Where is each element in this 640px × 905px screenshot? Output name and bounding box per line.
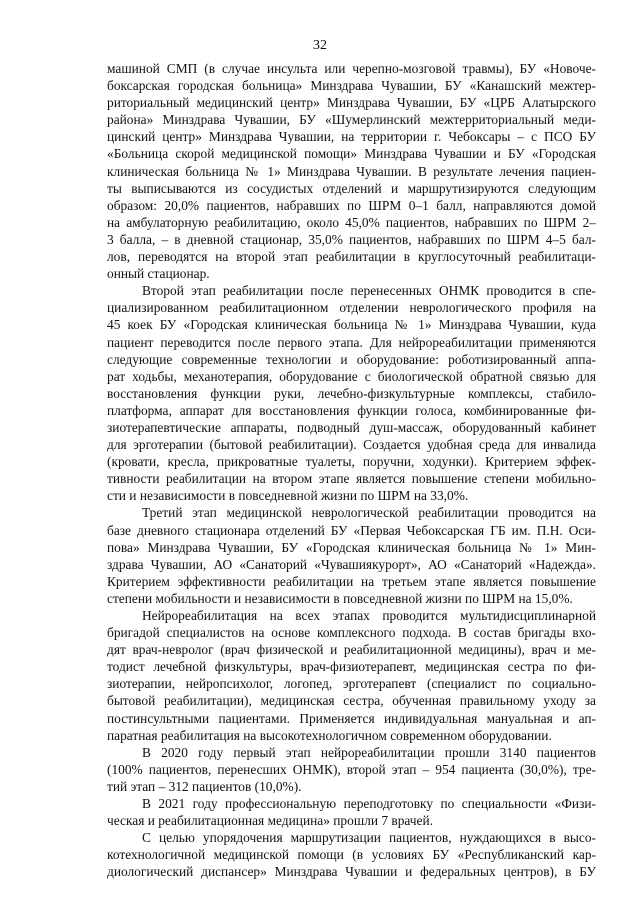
- text-line: цинский центр» Минздрава Чувашии, на территории г. Чебоксары – с ПСО БУ: [107, 129, 596, 145]
- text-line: циализированном реабилитационном отделении неврологического профиля на: [107, 300, 596, 316]
- text-line: степени мобильности и независимости в повседневной жизни по ШРМ на 15,0%.: [107, 590, 573, 606]
- page-body: [107, 60, 596, 881]
- text-line: зиотерапии, нейропсихолог, логопед, эрготерапевт (специалист по социально-: [107, 676, 596, 692]
- text-line: Третий этап медицинской неврологической реабилитации проводится на: [142, 505, 596, 521]
- text-line: тодист лечебной физкультуры, врач-физиотерапевт, медицинская сестра по фи-: [107, 659, 596, 675]
- text-line: машиной СМП (в случае инсульта или черепно-мозговой травмы), БУ «Новоче-: [107, 61, 596, 76]
- text-line: рат ходьбы, механотерапия, оборудование с биологической обратной связью для: [107, 368, 596, 384]
- page-number: 32: [313, 38, 327, 53]
- text-line: 45 коек БУ «Городская клиническая больница № 1» Минздрава Чувашии, куда: [107, 317, 596, 333]
- text-line: на амбулаторную реабилитацию, около 45,0% пациентов, набравших по ШРМ 2–: [107, 214, 596, 230]
- text-line: бытовой реабилитации), медицинская сестра, обученная правильному уходу за: [107, 693, 596, 709]
- text-line: ческая и реабилитационная медицина» прошли 7 врачей.: [107, 813, 433, 829]
- text-line: (100% пациентов, перенесших ОНМК), второй этап – 954 пациента (30,0%), тре-: [107, 761, 596, 777]
- text-line: дят врач-невролог (врач физической и реабилитационной медицины), врач и ме-: [107, 642, 596, 658]
- text-line: пациент переводится после первого этапа. Для нейрореабилитации применяются: [107, 334, 596, 350]
- text-line: С целью упорядочения маршрутизации пациентов, нуждающихся в высо-: [142, 830, 596, 846]
- text-line: зиотерапевтические аппараты, подводный душ-массаж, оборудованный кабинет: [107, 419, 596, 435]
- text-line: тий этап – 312 пациентов (10,0%).: [107, 778, 302, 794]
- text-line: Нейрореабилитация на всех этапах проводится мультидисциплинарной: [142, 608, 596, 623]
- text-line: риториальный медицинский центр» Минздрава Чувашии, БУ «ЦРБ Алатырского: [107, 95, 596, 111]
- text-line: сти и независимости в повседневной жизни по ШРМ на 33,0%.: [107, 488, 469, 504]
- text-line: восстановления функции руки, лечебно-физкультурные комплексы, стабило-: [107, 385, 596, 401]
- text-line: В 2021 году профессиональную переподготовку по специальности «Физи-: [142, 796, 596, 812]
- text-line: диологический диспансер» Минздрава Чувашии и федеральных центров), в БУ: [107, 864, 596, 880]
- text-line: 3 балла, – в дневной стационар, 35,0% пациентов, набравших по ШРМ 4–5 бал-: [107, 231, 596, 247]
- text-line: онный стационар.: [107, 266, 210, 282]
- text-line: базе дневного стационара отделений БУ «Первая Чебоксарская ГБ им. П.Н. Оси-: [107, 522, 596, 538]
- text-line: района» Минздрава Чувашии, БУ «Шумерлинский межтерриториальный меди-: [107, 112, 596, 128]
- text-line: котехнологичной медицинской помощи (в условиях БУ «Республиканский кар-: [107, 847, 596, 863]
- text-line: пова» Минздрава Чувашии, БУ «Городская клиническая больница № 1» Мин-: [107, 539, 596, 555]
- text-line: «Больница скорой медицинской помощи» Минздрава Чувашии и БУ «Городская: [107, 146, 596, 162]
- text-line: боксарская городская больница» Минздрава Чувашии, БУ «Канашский межтер-: [107, 78, 596, 94]
- text-line: Второй этап реабилитации после перенесенных ОНМК проводится в спе-: [142, 283, 596, 299]
- text-line: (кровати, кресла, прикроватные туалеты, поручни, ходунки). Критерием эффек-: [107, 454, 596, 470]
- text-line: лов, переводятся на второй этап реабилитации в круглосуточный реабилитаци-: [107, 249, 596, 265]
- text-line: здрава Чувашии, АО «Санаторий «Чувашиякурорт», АО «Санаторий «Надежда».: [107, 556, 596, 572]
- text-line: клиническая больница № 1» Минздрава Чувашии. В результате лечения пациен-: [107, 163, 596, 179]
- text-line: бригадой специалистов на основе комплексного подхода. В состав бригады вхо-: [107, 625, 596, 641]
- text-line: ты выписываются из сосудистых отделений и маршрутизируются следующим: [107, 180, 596, 196]
- text-line: тивности реабилитации на втором этапе является повышение степени мобильно-: [107, 471, 596, 487]
- text-line: Критерием эффективности реабилитации на третьем этапе является повышение: [107, 573, 596, 589]
- text-line: образом: 20,0% пациентов, набравших по ШРМ 0–1 балл, направляются домой: [107, 197, 596, 213]
- text-line: В 2020 году первый этап нейрореабилитации прошли 3140 пациентов: [142, 744, 596, 760]
- text-line: постинсультными пациентами. Применяется индивидуальная мануальная и ап-: [107, 710, 596, 726]
- text-line: для эрготерапии (бытовой реабилитации). Создается удобная среда для инвалида: [107, 437, 596, 453]
- text-line: платформа, аппарат для восстановления функции голоса, комбинированные фи-: [107, 402, 596, 418]
- text-line: паратная реабилитация на высокотехнологичном современном оборудовании.: [107, 727, 552, 743]
- text-line: следующие современные технологии и оборудование: роботизированный аппа-: [107, 351, 596, 367]
